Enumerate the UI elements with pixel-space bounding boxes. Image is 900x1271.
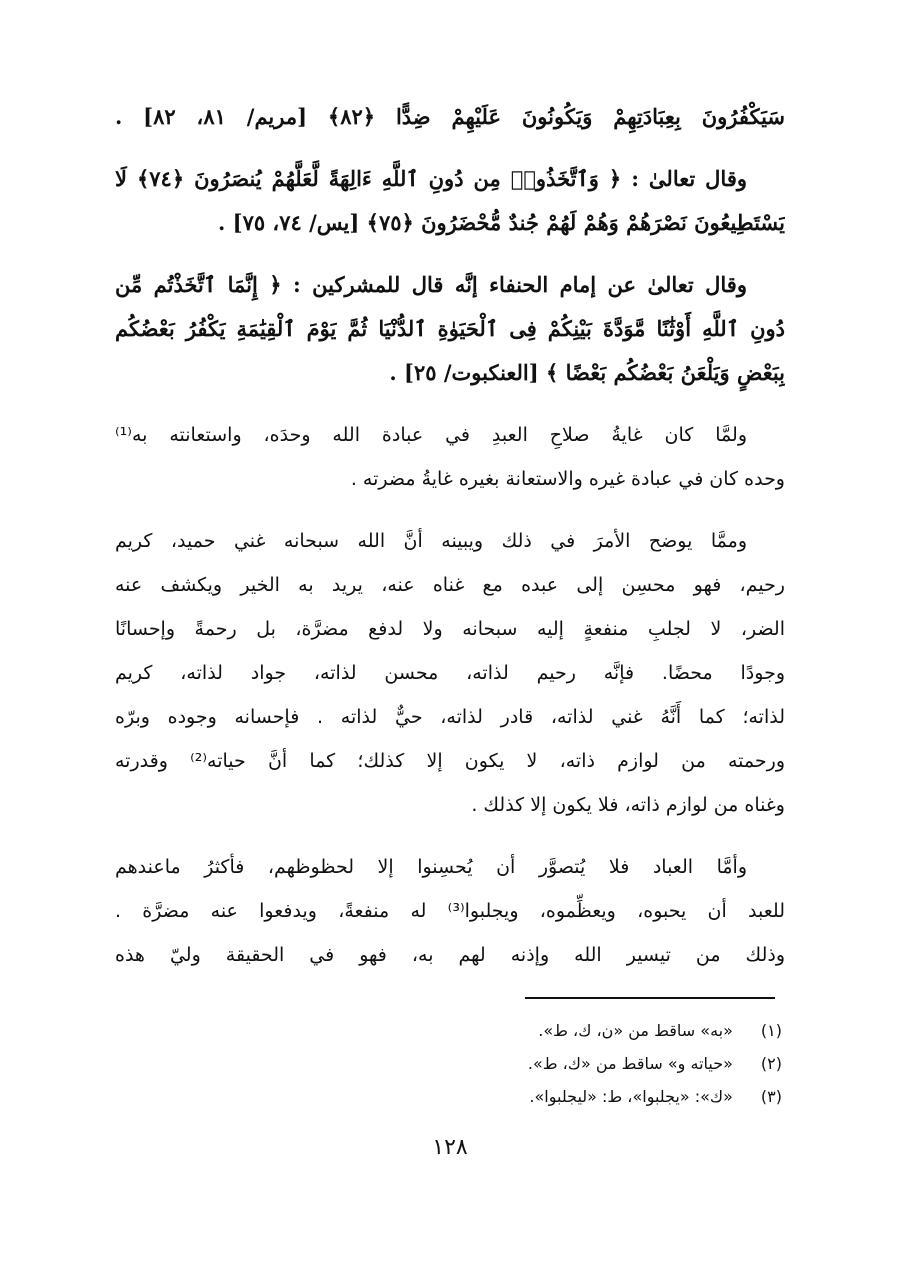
text-line: وممَّا يوضح الأمرَ في ذلك ويبينه أنَّ الله سبحانه غني حميد، كريم xyxy=(115,530,747,552)
footnote xyxy=(120,1080,782,1113)
text-line: سَيَكْفُرُونَ بِعِبَادَتِهِمْ وَيَكُونُونَ عَلَيْهِمْ ضِدًّا ﴿٨٢﴾ [مريم/ ٨١، ٨٢] . xyxy=(115,104,785,129)
footnote xyxy=(120,1014,782,1047)
quran-verse-maryam xyxy=(115,95,785,139)
footnote xyxy=(120,1047,782,1080)
quran-verse-ankabut xyxy=(115,263,785,395)
footnote-text: «ك»: «يجلبوا»، ط: «ليجلبوا». xyxy=(529,1087,733,1106)
footnote-text: «حياته و» ساقط من «ك، ط». xyxy=(527,1054,733,1073)
text-line: لذاته؛ كما أَنَّهُ غني لذاته، قادر لذاته، حيٌّ لذاته . فإحسانه وجوده وبرّه xyxy=(115,706,785,728)
paragraph xyxy=(115,519,785,827)
quran-verse-yasin xyxy=(115,157,785,245)
text-line: رحيم، فهو محسِن إلى عبده مع غناه عنه، يريد به الخير ويكشف عنه xyxy=(115,574,785,596)
page-body xyxy=(115,95,785,995)
footnote-number: (٢) xyxy=(760,1054,782,1073)
text-line: وجودًا محضًا. فإنَّه رحيم لذاته، محسن لذاته، جواد لذاته، كريم xyxy=(115,662,785,684)
text-line: بِبَعْضٍ وَيَلْعَنُ بَعْضُكُم بَعْضًا ﴾ [العنكبوت/ ٢٥] . xyxy=(389,360,785,385)
page-number: ١٢٨ xyxy=(432,1135,468,1160)
text-line: ولمَّا كان غايةُ صلاحِ العبدِ في عبادة الله وحدَه، واستعانته به⁽¹⁾ xyxy=(115,424,747,446)
footnotes xyxy=(120,1014,782,1113)
text-line: يَسْتَطِيعُونَ نَصْرَهُمْ وَهُمْ لَهُمْ جُندٌ مُّحْضَرُونَ ﴿٧٥﴾ [يس/ ٧٤، ٧٥] . xyxy=(218,210,785,235)
paragraph xyxy=(115,845,785,977)
text-line: ورحمته من لوازم ذاته، لا يكون إلا كذلك؛ كما أنَّ حياته⁽²⁾ وقدرته xyxy=(115,750,785,772)
text-line: الضر، لا لجلبِ منفعةٍ إليه سبحانه ولا لدفع مضرَّة، بل رحمةً وإحسانًا xyxy=(115,618,785,640)
text-line: وغناه من لوازم ذاته، فلا يكون إلا كذلك . xyxy=(471,794,785,816)
text-line: دُونِ ٱللَّهِ أَوْثَٰنًا مَّوَدَّةَ بَيْنِكُمْ فِى ٱلْحَيَوٰةِ ٱلدُّنْيَا ثُمَّ يَوْمَ ٱلْقِيَٰمَةِ يَكْفُرُ بَعْضُكُم xyxy=(115,316,785,341)
text-line: وقال تعالىٰ عن إمام الحنفاء إنَّه قال للمشركين : ﴿ إِنَّمَا ٱتَّخَذْتُم مِّن xyxy=(115,272,747,297)
footnote-number: (٣) xyxy=(760,1087,782,1106)
text-line: وقال تعالىٰ : ﴿ وَٱتَّخَذُوا۟ مِن دُونِ ٱللَّهِ ءَالِهَةً لَّعَلَّهُمْ يُنصَرُونَ ﴿٧٤﴾ لَا xyxy=(115,166,748,191)
text-line: وذلك من تيسير الله وإذنه لهم به، فهو في الحقيقة وليّ هذه xyxy=(115,944,785,966)
footnote-text: «به» ساقط من «ن، ك، ط». xyxy=(538,1021,733,1040)
text-line: للعبد أن يحبوه، ويعظِّموه، ويجلبوا⁽³⁾ له منفعةً، ويدفعوا عنه مضرَّة . xyxy=(115,900,785,922)
text-line: وأمَّا العباد فلا يُتصوَّر أن يُحسِنوا إلا لحظوظهم، فأكثرُ ماعندهم xyxy=(115,856,747,878)
paragraph xyxy=(115,413,785,501)
footnote-number: (١) xyxy=(760,1021,782,1040)
footnote-separator xyxy=(525,997,775,999)
text-line: وحده كان في عبادة غيره والاستعانة بغيره غايةُ مضرته . xyxy=(350,468,785,490)
